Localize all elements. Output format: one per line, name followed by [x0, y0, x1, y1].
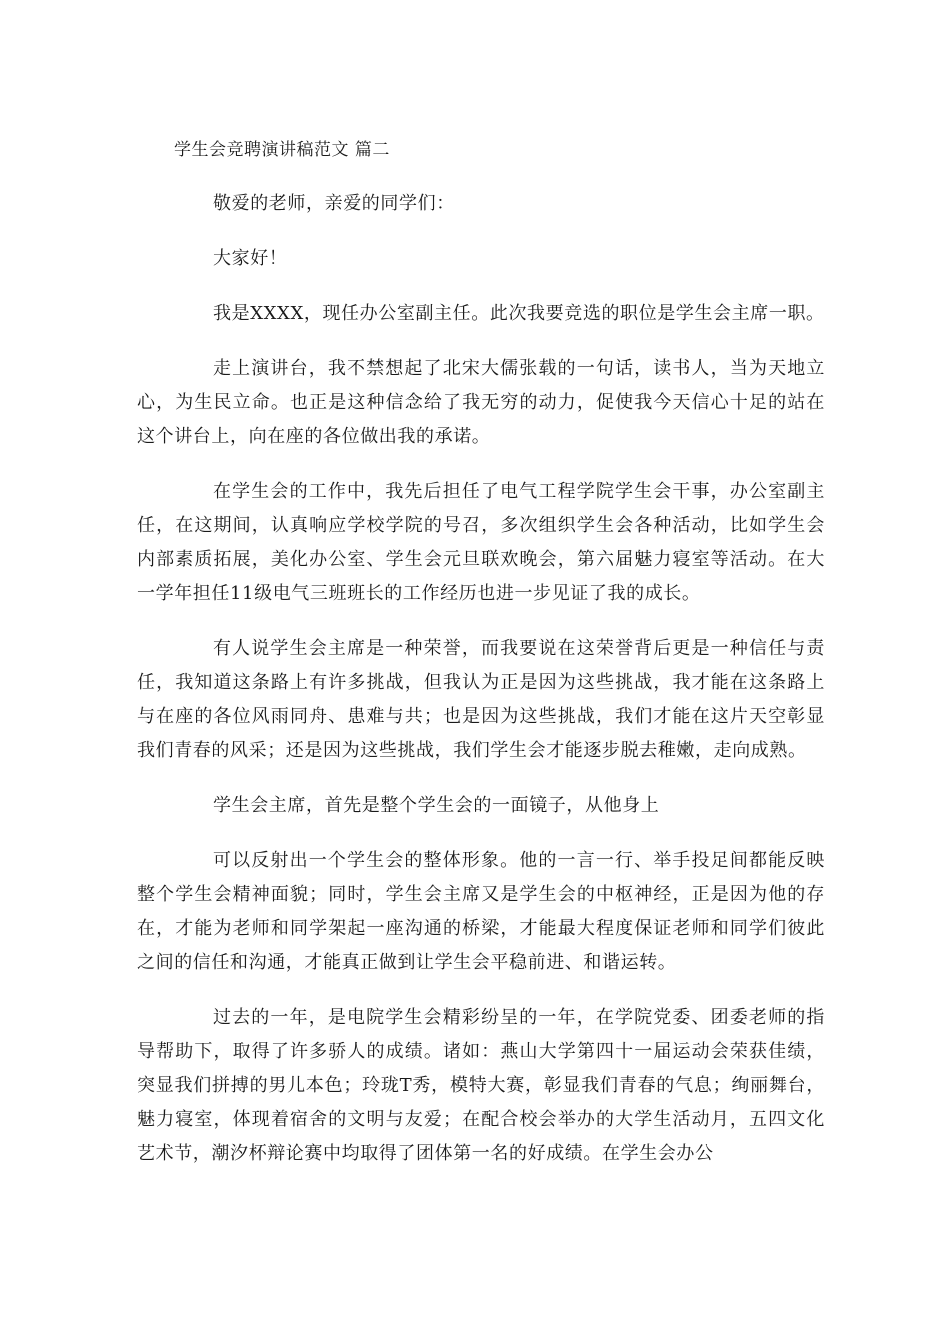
paragraph-greeting: 大家好！ [213, 248, 288, 269]
paragraph-experience: 在学生会的工作中，我先后担任了电气工程学院学生会干事，办公室副主任，在这期间，认真响应学校学院的号召，多次组织学生会各种活动，比如学生会内部素质拓展，美化办公室、学生会元旦联欢晚会，第六届魅力寝室等活动。在大一学年担任11级电气三班班长的工作经历也进一步见证了我的成长。 [137, 481, 825, 604]
paragraph-responsibility: 有人说学生会主席是一种荣誉，而我要说在这荣誉背后更是一种信任与责任，我知道这条路上有许多挑战，但我认为正是因为这些挑战，我才能在这条路上与在座的各位风雨同舟、患难与共；也是因为这些挑战，我们才能在这片天空彰显我们青春的风采；还是因为这些挑战，我们学生会才能逐步脱去稚嫩，走向成熟。 [137, 638, 825, 761]
document-title: 学生会竞聘演讲稿范文 篇二 [174, 140, 390, 160]
paragraph-salutation: 敬爱的老师，亲爱的同学们： [213, 193, 455, 214]
paragraph-achievements: 过去的一年，是电院学生会精彩纷呈的一年，在学院党委、团委老师的指导帮助下，取得了许多骄人的成绩。诸如：燕山大学第四十一届运动会荣获佳绩，突显我们拼搏的男儿本色；玲珑T秀，模特大赛，彰显我们青春的气息；绚丽舞台，魅力寝室，体现着宿舍的文明与友爱；在配合校会举办的大学生活动月，五四文化艺术节，潮汐杯辩论赛中均取得了团体第一名的好成绩。在学生会办公 [137, 1007, 825, 1164]
document-body [137, 187, 825, 1192]
paragraph-image: 可以反射出一个学生会的整体形象。他的一言一行、举手投足间都能反映整个学生会精神面貌；同时，学生会主席又是学生会的中枢神经，正是因为他的存在，才能为老师和同学架起一座沟通的桥梁，才能最大程度保证老师和同学们彼此之间的信任和沟通，才能真正做到让学生会平稳前进、和谐运转。 [137, 850, 825, 973]
paragraph-introduction: 我是XXXX，现任办公室副主任。此次我要竞选的职位是学生会主席一职。 [213, 303, 825, 324]
paragraph-mirror: 学生会主席，首先是整个学生会的一面镜子，从他身上 [213, 795, 660, 816]
paragraph-motivation: 走上演讲台，我不禁想起了北宋大儒张载的一句话，读书人，当为天地立心，为生民立命。也正是这种信念给了我无穷的动力，促使我今天信心十足的站在这个讲台上，向在座的各位做出我的承诺。 [137, 358, 825, 447]
